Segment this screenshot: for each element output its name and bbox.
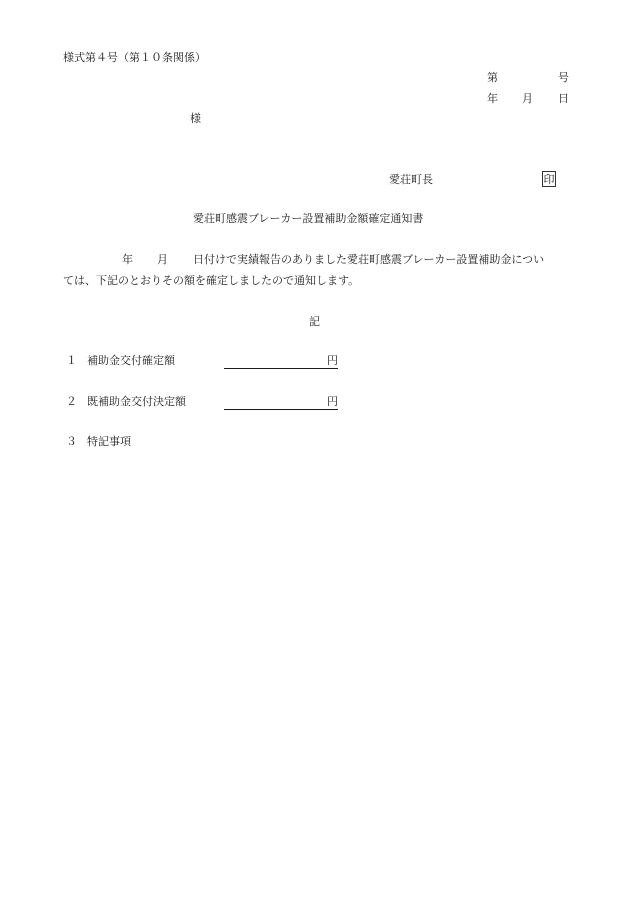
body-year-label: 年 bbox=[122, 253, 133, 266]
body-text-line2: ては、下記のとおりその額を確定しましたので通知します。 bbox=[63, 274, 360, 287]
date-year-label: 年 bbox=[487, 92, 498, 105]
item-1-amount-field[interactable] bbox=[224, 354, 338, 369]
doc-number-prefix: 第 bbox=[487, 71, 498, 84]
form-number: 様式第４号（第１０条関係） bbox=[63, 51, 206, 64]
doc-number-suffix: 号 bbox=[558, 71, 569, 84]
body-text-line1: 日付けで実績報告のありました愛荘町感震ブレーカー設置補助金につい bbox=[193, 253, 545, 266]
item-2-label: 既補助金交付決定額 bbox=[87, 395, 186, 408]
body-month-label: 月 bbox=[157, 253, 168, 266]
item-2-amount-field[interactable] bbox=[224, 395, 338, 410]
item-1-number: １ bbox=[66, 354, 77, 367]
date-month-label: 月 bbox=[522, 92, 533, 105]
item-1-unit: 円 bbox=[327, 354, 338, 367]
item-2-unit: 円 bbox=[327, 395, 338, 408]
item-2-number: ２ bbox=[66, 395, 77, 408]
item-3-label: 特記事項 bbox=[87, 435, 131, 448]
ki-heading: 記 bbox=[309, 315, 320, 328]
seal-box: 印 bbox=[543, 173, 555, 186]
item-3-number: ３ bbox=[66, 435, 77, 448]
date-day-label: 日 bbox=[558, 92, 569, 105]
document-title: 愛荘町感震ブレーカー設置補助金額確定通知書 bbox=[193, 212, 424, 225]
issuer-name: 愛荘町長 bbox=[389, 173, 433, 186]
addressee-suffix: 様 bbox=[190, 112, 201, 125]
item-1-label: 補助金交付確定額 bbox=[87, 354, 175, 367]
